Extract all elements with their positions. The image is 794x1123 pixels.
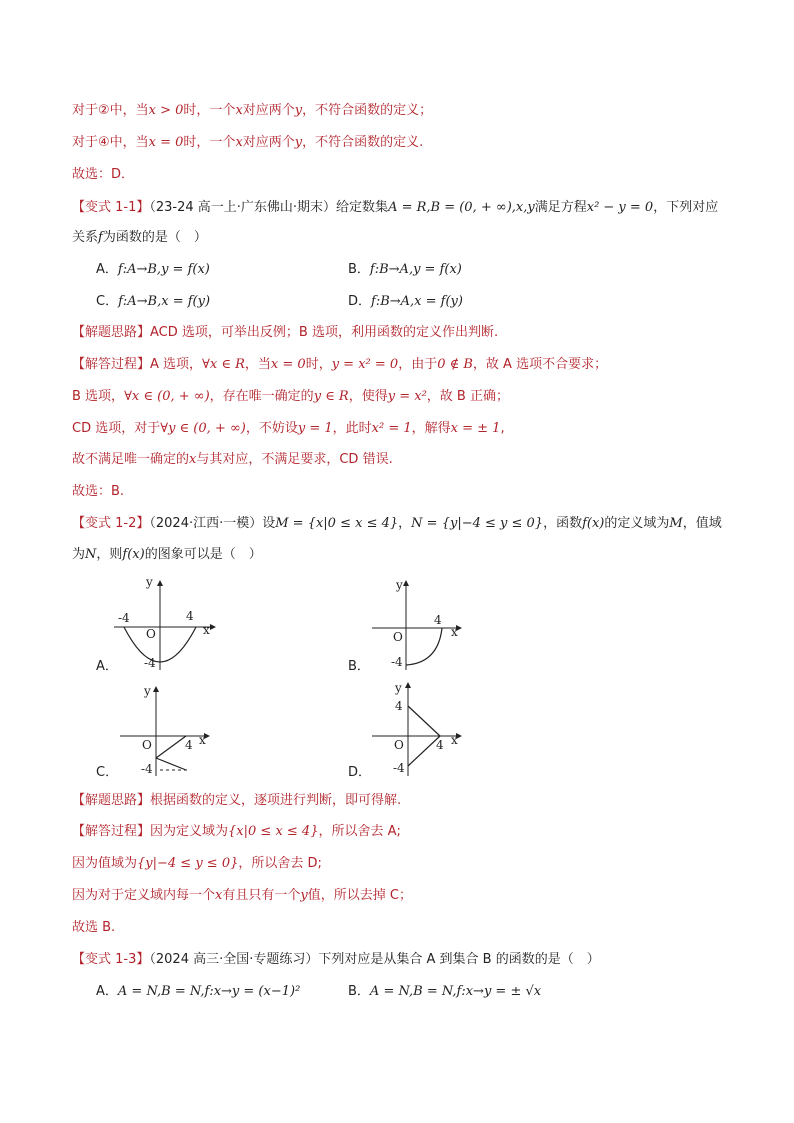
arrow-icon [405,682,411,688]
question-1-1 [72,199,718,217]
idea-text: ACD 选项，可举出反例；B 选项，利用函数的定义作出判断. [150,325,499,340]
process-text: ，不妨设 [245,421,298,436]
question-text: （2024 高三·全国·专题练习）下列对应是从集合 A 到集合 B 的函数的是（ ） [149,952,600,967]
solution-process [72,823,401,841]
tick-label: -4 [391,655,403,669]
process-text: ，由于 [398,357,438,372]
graph-option-c-label: C． [96,765,119,780]
process-line [72,855,322,873]
axis-label-y: y [396,578,403,592]
text-line [72,102,432,120]
process-text: ，此时 [332,421,372,436]
math: y = x² = 0 [331,357,399,372]
question-text: ，则 [96,547,123,562]
math: M = {x|0 ≤ x ≤ 4} [275,516,399,531]
math: {x|0 ≤ x ≤ 4} [228,824,319,839]
math: x [235,135,243,150]
question-1-3 [72,951,600,969]
math: x [235,103,243,118]
option-label: A． [96,984,118,999]
math: f:A→B,x = f(y) [118,294,211,309]
answer-line: 故选：D． [72,167,135,182]
tick-label: -4 [141,762,153,776]
graph-line [156,758,186,770]
question-tag: 【变式 1-1】 [72,200,150,215]
line-text: ，不符合函数的定义. [302,135,424,150]
question-tag: 【变式 1-2】 [72,516,150,531]
process-text: A 选项， [150,357,203,372]
process-text: CD 选项，对于 [72,421,161,436]
question-1-2-line2 [72,546,262,564]
origin-label: O [146,627,156,641]
process-line [72,420,505,438]
axis-label-x: x [203,623,210,637]
tick-label: 4 [395,699,403,713]
solution-process [72,356,607,374]
math: A = R,B = (0, + ∞),x,y [388,200,535,215]
math: ∀y ∈ (0, + ∞) [160,421,246,436]
line-text: 对于④中，当 [72,135,149,150]
question-1-1-line2 [72,229,207,247]
math: A = N,B = N,f:x→y = (x−1)² [117,984,301,999]
solution-idea [72,792,401,810]
process-text: ，所以舍去 D; [238,856,322,871]
tick-label: 4 [436,738,444,752]
line-text: 时，一个 [183,103,236,118]
answer-line: 故选 B. [72,920,116,935]
process-text: ，故 B 正确； [426,389,509,404]
question-text: ， [398,516,412,531]
axis-label-y: y [144,684,151,698]
process-text: , [500,421,505,436]
line-text: 对应两个 [242,135,295,150]
axis-label-y: y [395,681,402,695]
arrow-icon [403,580,409,586]
tick-label: 4 [186,609,194,623]
option-b [348,261,462,279]
question-text: ，函数 [543,516,583,531]
math: ∀x ∈ (0, + ∞) [124,389,210,404]
tick-label: -4 [144,656,156,670]
process-tag: 【解答过程】 [72,357,151,372]
process-text: ，当 [244,357,271,372]
question-text: （23-24 高一上·广东佛山·期末）给定数集 [149,200,389,215]
solution-idea [72,324,498,342]
idea-tag: 【解题思路】 [72,325,151,340]
line-text: ，不符合函数的定义； [302,103,433,118]
process-text: ，存在唯一确定的 [209,389,314,404]
math: x > 0 [148,103,184,118]
math: x [189,452,197,467]
math: x = 0 [148,135,184,150]
math: f:B→A,x = f(y) [371,294,463,309]
option-d [348,293,463,311]
tick-label: 4 [185,738,193,752]
process-text: B 选项， [72,389,125,404]
option-label: B． [348,262,370,277]
graph-d [362,678,472,778]
process-text: 故不满足唯一确定的 [72,452,190,467]
question-1-2 [72,515,722,533]
graph-a [110,572,220,672]
graph-option-d-label: D． [348,765,372,780]
graph-line [156,736,186,758]
answer-line: 故选：B. [72,484,125,499]
math: x [215,888,223,903]
origin-label: O [142,738,152,752]
math: N = {y|−4 ≤ y ≤ 0} [411,516,544,531]
tick-label: 4 [434,613,442,627]
question-text: 为函数的是（ ） [102,230,207,245]
option-c [96,293,210,311]
line-text: 对应两个 [242,103,295,118]
process-text: 与其对应，不满足要求，CD 错误. [196,452,393,467]
process-line [72,388,509,406]
text-line [72,134,423,152]
curve [406,628,442,665]
option-label: C． [96,294,119,309]
math: N [85,547,97,562]
math: f:B→A,y = f(x) [369,262,462,277]
process-text: 有且只有一个 [222,888,301,903]
process-text: 时， [305,357,332,372]
math: x² − y = 0 [586,200,654,215]
origin-label: O [393,630,403,644]
question-text: （2024·江西·一模）设 [149,516,276,531]
option-label: D． [348,294,372,309]
axis-label-x: x [451,733,458,747]
math: A = N,B = N,f:x→y = ± √x [369,984,542,999]
graph-line [408,706,440,736]
process-line [72,451,393,469]
graph-b [362,572,472,672]
process-text: ，所以舍去 A; [318,824,401,839]
process-text: 因为值域为 [72,856,138,871]
line-text: 对于②中，当 [72,103,149,118]
line-text: 时，一个 [183,135,236,150]
process-text: ，解得 [411,421,451,436]
origin-label: O [394,738,404,752]
math: y = 1 [297,421,333,436]
question-text: ，值域 [682,516,722,531]
question-text: 满足方程 [534,200,587,215]
math: M [669,516,683,531]
tick-label: -4 [118,611,130,625]
process-text: ，使得 [348,389,388,404]
tick-label: -4 [393,761,405,775]
process-text: ，故 A 选项不合要求； [472,357,608,372]
option-b [348,983,541,1001]
arrow-icon [157,580,163,586]
math: f(x) [582,516,605,531]
option-label: B． [348,984,370,999]
question-text: 的定义域为 [604,516,670,531]
math: y [294,103,303,118]
graph-c [110,678,220,778]
math: x² = 1 [371,421,412,436]
math: f:A→B,y = f(x) [117,262,210,277]
math: y ∈ R [313,389,349,404]
option-label: A． [96,262,118,277]
axis-label-y: y [146,575,153,589]
arrow-icon [153,686,159,692]
process-text: 因为对于定义域内每一个 [72,888,216,903]
math: x = 0 [270,357,306,372]
question-text: 为 [72,547,86,562]
question-text: 关系 [72,230,99,245]
option-a [96,983,300,1001]
math: f(x) [122,547,145,562]
idea-tag: 【解题思路】 [72,793,151,808]
math: ∀x ∈ R [202,357,245,372]
math: 0 ∉ B [437,357,473,372]
process-tag: 【解答过程】 [72,824,151,839]
math: x = ± 1 [450,421,501,436]
question-text: ，下列对应 [653,200,719,215]
math: y [294,135,303,150]
question-tag: 【变式 1-3】 [72,952,150,967]
math: f [98,230,103,245]
axis-label-x: x [199,733,206,747]
graph-option-b-label: B． [348,659,370,674]
option-a [96,261,210,279]
math: {y|−4 ≤ y ≤ 0} [137,856,239,871]
process-text: 因为定义域为 [150,824,229,839]
question-text: 的图象可以是（ ） [144,547,262,562]
process-text: 值，所以去掉 C； [307,888,412,903]
axis-label-x: x [451,625,458,639]
graph-option-a-label: A． [96,659,118,674]
process-line [72,887,412,905]
math: y [300,888,308,903]
math: y = x² [387,389,427,404]
arrow-icon [210,624,216,630]
idea-text: 根据函数的定义，逐项进行判断，即可得解. [150,793,402,808]
